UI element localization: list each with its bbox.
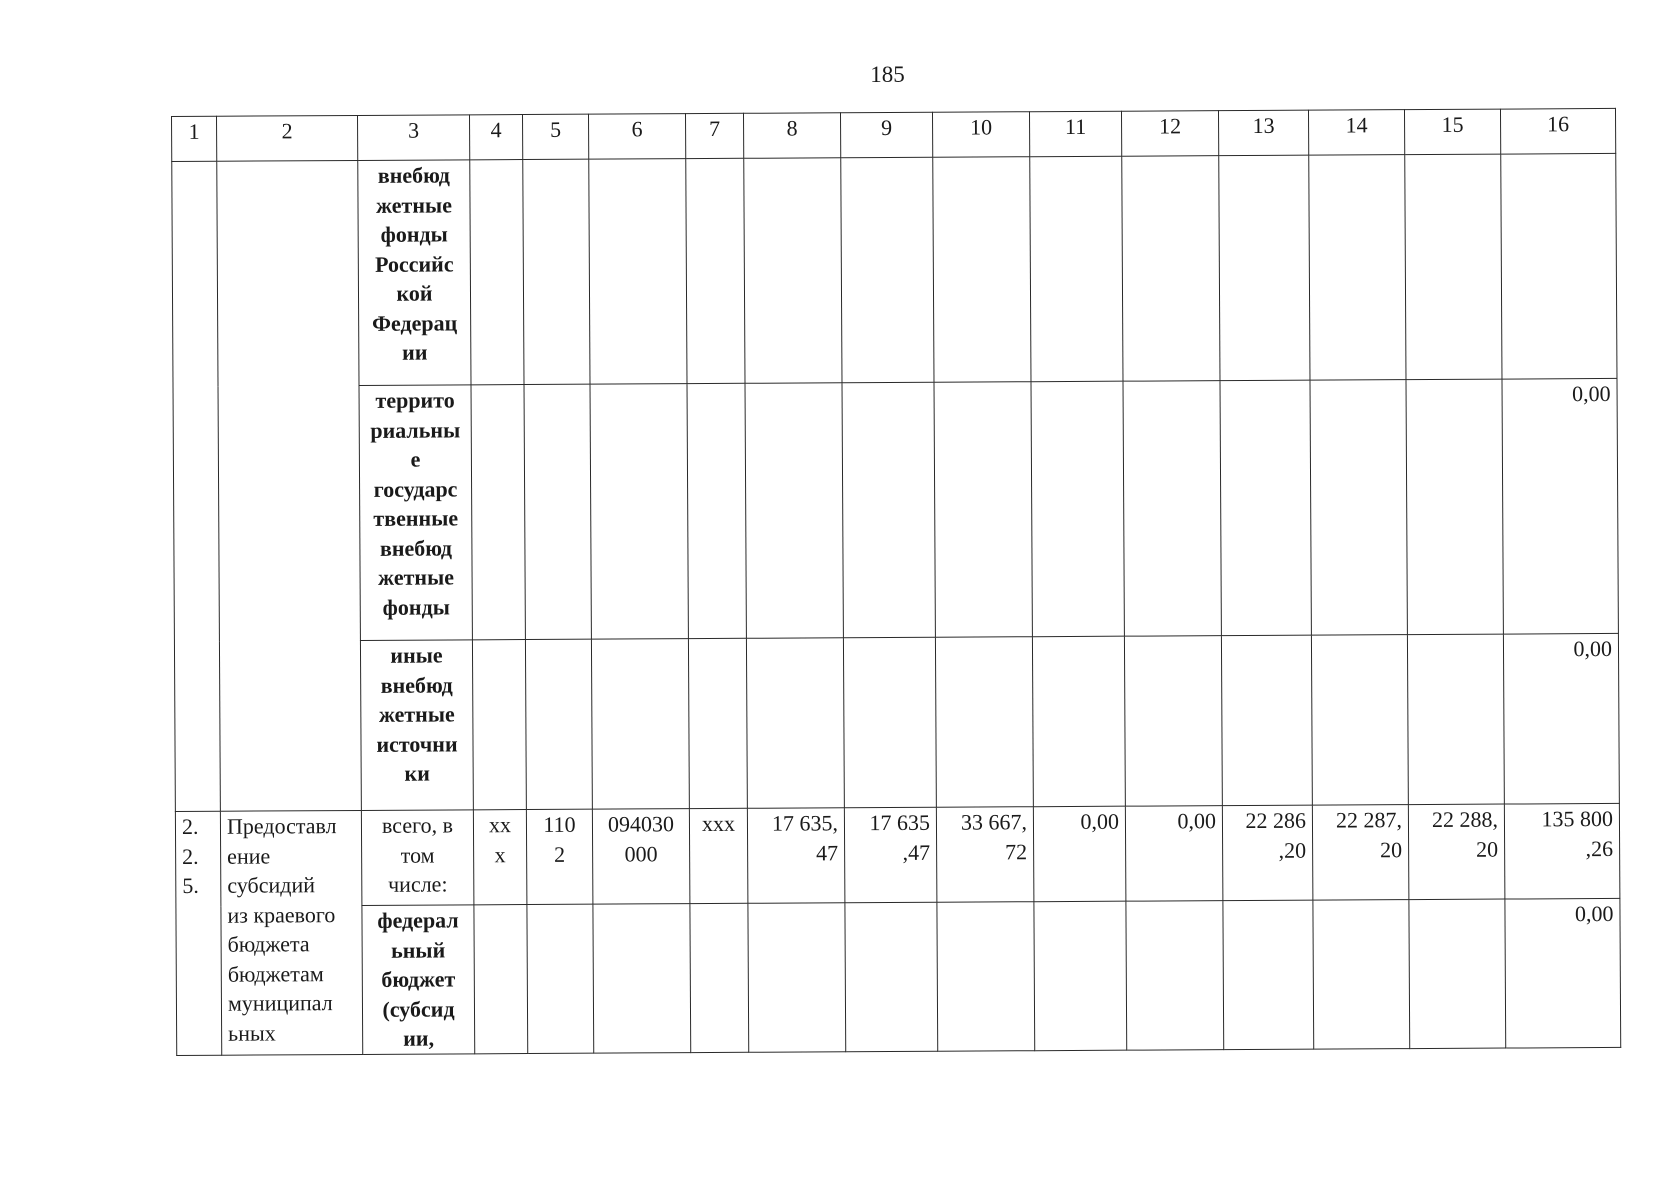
text-line: 110 <box>543 811 576 837</box>
cell-source-name <box>361 810 474 906</box>
table-row <box>174 633 1619 811</box>
table-cell <box>590 384 688 640</box>
table-cell <box>1124 636 1222 807</box>
text-line: источни <box>376 730 458 757</box>
table-cell <box>1031 381 1124 637</box>
table-cell <box>523 159 590 384</box>
table-cell <box>1221 635 1312 806</box>
table-cell <box>1313 900 1410 1049</box>
cell-col1-merged <box>172 161 221 811</box>
table-row <box>176 898 1621 1055</box>
text-line: муниципал <box>227 990 333 1016</box>
budget-table-sheet <box>171 108 1620 1056</box>
table-cell <box>472 640 526 810</box>
header-cell-9: 9 <box>840 112 932 158</box>
table-cell <box>591 639 689 810</box>
header-cell-6: 6 <box>588 114 685 160</box>
table-cell <box>1311 635 1408 806</box>
text-line: фонды <box>382 593 450 620</box>
header-cell-11: 11 <box>1029 111 1121 157</box>
table-cell <box>1219 155 1310 380</box>
text-line: бюджета <box>227 931 310 957</box>
table-cell <box>686 158 745 383</box>
table-cell <box>1220 380 1311 635</box>
text-line: ки <box>404 760 430 786</box>
text-line: 2. <box>182 843 199 869</box>
cell-col2-merged <box>217 160 362 811</box>
table-cell <box>687 383 746 638</box>
cell-col13 <box>1222 805 1313 901</box>
text-line: 135 800 <box>1541 805 1614 832</box>
table-cell <box>1409 899 1506 1048</box>
header-cell-1: 1 <box>172 116 217 161</box>
text-line: 22 288, <box>1431 806 1499 832</box>
text-line: ьный <box>390 936 446 963</box>
text-line: е <box>410 446 421 472</box>
text-line: числе: <box>387 871 448 897</box>
cell-col9 <box>844 807 937 903</box>
table-cell <box>589 159 687 385</box>
table-cell <box>1501 153 1617 379</box>
table-cell <box>690 903 749 1052</box>
cell-total-value: 0,00 <box>1505 898 1621 1047</box>
text-line: ение <box>227 842 271 869</box>
table-cell <box>1122 156 1220 382</box>
header-cell-8: 8 <box>743 113 840 159</box>
table-cell <box>1223 900 1314 1049</box>
page-number: 185 <box>870 62 905 87</box>
table-cell <box>842 382 935 638</box>
table-cell <box>470 160 524 385</box>
text-line: ьных <box>228 1019 276 1046</box>
header-cell-13: 13 <box>1218 110 1308 156</box>
text-line: Федерац <box>371 309 458 336</box>
header-cell-15: 15 <box>1404 109 1500 155</box>
text-line: жетные <box>375 191 452 218</box>
cell-col7: ххх <box>689 808 748 903</box>
cell-total-value: 0,00 <box>1503 633 1619 804</box>
text-line: федерал <box>377 907 459 933</box>
table-cell <box>933 157 1031 383</box>
text-line: жетные <box>378 701 455 727</box>
cell-source-name <box>358 160 471 386</box>
text-line: 22 287, <box>1335 807 1403 833</box>
text-line: всего, в <box>381 812 453 838</box>
table-cell <box>593 904 691 1053</box>
table-cell <box>1406 379 1503 635</box>
text-line: 47 <box>816 839 839 865</box>
text-line: 000 <box>624 840 658 866</box>
table-cell <box>1309 155 1406 381</box>
table-cell <box>474 905 528 1054</box>
text-line: бюджет <box>381 966 456 992</box>
header-cell-5: 5 <box>522 114 588 159</box>
text-line: 2 <box>554 841 566 867</box>
header-cell-10: 10 <box>932 112 1029 158</box>
header-row <box>172 108 1616 161</box>
header-cell-16: 16 <box>1500 108 1615 154</box>
text-line: Предоставл <box>226 813 337 839</box>
table-cell <box>744 158 842 384</box>
table-cell <box>1407 634 1504 805</box>
cell-item-number <box>175 811 221 1055</box>
cell-col11: 0,00 <box>1033 806 1126 902</box>
text-line: субсидий <box>227 872 316 898</box>
cell-col6 <box>592 809 690 905</box>
cell-source-name <box>360 640 473 811</box>
table-row <box>173 378 1618 641</box>
table-cell <box>935 637 1033 808</box>
cell-source-name <box>359 385 472 641</box>
table-row <box>172 153 1617 386</box>
text-line: внебюд <box>377 162 450 188</box>
text-line: 33 667, <box>960 809 1028 835</box>
text-line: внебюд <box>379 534 452 561</box>
table-cell <box>688 638 747 808</box>
header-cell-2: 2 <box>217 115 358 161</box>
header-cell-3: 3 <box>357 115 469 161</box>
header-cell-12: 12 <box>1121 111 1218 157</box>
text-line: 17 635 <box>869 809 931 836</box>
table-cell <box>841 157 934 383</box>
table-cell <box>1032 636 1125 807</box>
text-line: 094030 <box>607 811 675 837</box>
table-cell <box>845 902 938 1051</box>
text-line: иные <box>390 642 443 668</box>
table-cell <box>1310 380 1407 636</box>
text-line: том <box>400 842 435 868</box>
text-line: 2. <box>181 813 199 839</box>
text-line: террито <box>375 387 455 413</box>
table-row <box>175 803 1620 906</box>
table-cell <box>1034 901 1127 1050</box>
cell-source-name <box>362 905 475 1054</box>
budget-table <box>171 108 1621 1056</box>
text-line: 22 286 <box>1245 807 1307 834</box>
table-cell <box>748 903 846 1052</box>
table-cell <box>524 384 591 639</box>
text-line: жетные <box>378 564 455 590</box>
cell-col8 <box>747 808 845 904</box>
table-cell <box>527 904 594 1053</box>
text-line: 20 <box>1476 836 1499 862</box>
cell-col15 <box>1408 804 1505 900</box>
text-line: бюджетам <box>227 960 324 987</box>
cell-item-name <box>220 810 362 1054</box>
text-line: ии <box>402 339 428 365</box>
text-line: ,20 <box>1278 837 1307 863</box>
table-cell <box>1030 156 1123 382</box>
cell-total-value <box>1504 803 1620 899</box>
table-cell <box>934 382 1032 638</box>
text-line: 72 <box>1005 838 1028 864</box>
text-line: Российс <box>374 250 454 277</box>
header-cell-7: 7 <box>685 113 743 158</box>
text-line: 17 635, <box>771 810 839 836</box>
cell-col5 <box>526 809 593 904</box>
table-cell <box>1123 381 1221 637</box>
table-cell <box>745 383 843 639</box>
text-line: ,26 <box>1585 835 1614 861</box>
cell-col4 <box>473 810 527 905</box>
table-cell <box>1126 901 1224 1050</box>
cell-col12: 0,00 <box>1125 806 1223 902</box>
header-cell-14: 14 <box>1308 110 1404 156</box>
table-cell <box>746 638 844 809</box>
text-line: (субсид <box>382 995 455 1022</box>
text-line: ии, <box>403 1025 435 1051</box>
table-cell <box>843 637 936 808</box>
cell-col14 <box>1312 805 1409 901</box>
text-line: из краевого <box>227 901 336 928</box>
text-line: фонды <box>380 221 448 247</box>
text-line: ,47 <box>902 839 931 865</box>
table-cell <box>471 385 525 640</box>
cell-total-value: 0,00 <box>1502 378 1618 634</box>
text-line: государс <box>373 475 458 502</box>
text-line: 20 <box>1380 836 1403 862</box>
text-line: хх <box>488 812 512 838</box>
text-line: внебюд <box>380 671 453 698</box>
table-cell <box>1405 154 1502 380</box>
text-line: кой <box>396 280 433 306</box>
text-line: риальны <box>370 416 461 443</box>
text-line: 5. <box>182 872 199 898</box>
text-line: твенные <box>373 505 459 531</box>
header-cell-4: 4 <box>469 115 522 160</box>
table-cell <box>937 902 1035 1051</box>
text-line: х <box>494 841 506 867</box>
table-cell <box>525 639 592 809</box>
cell-col10 <box>936 807 1034 903</box>
